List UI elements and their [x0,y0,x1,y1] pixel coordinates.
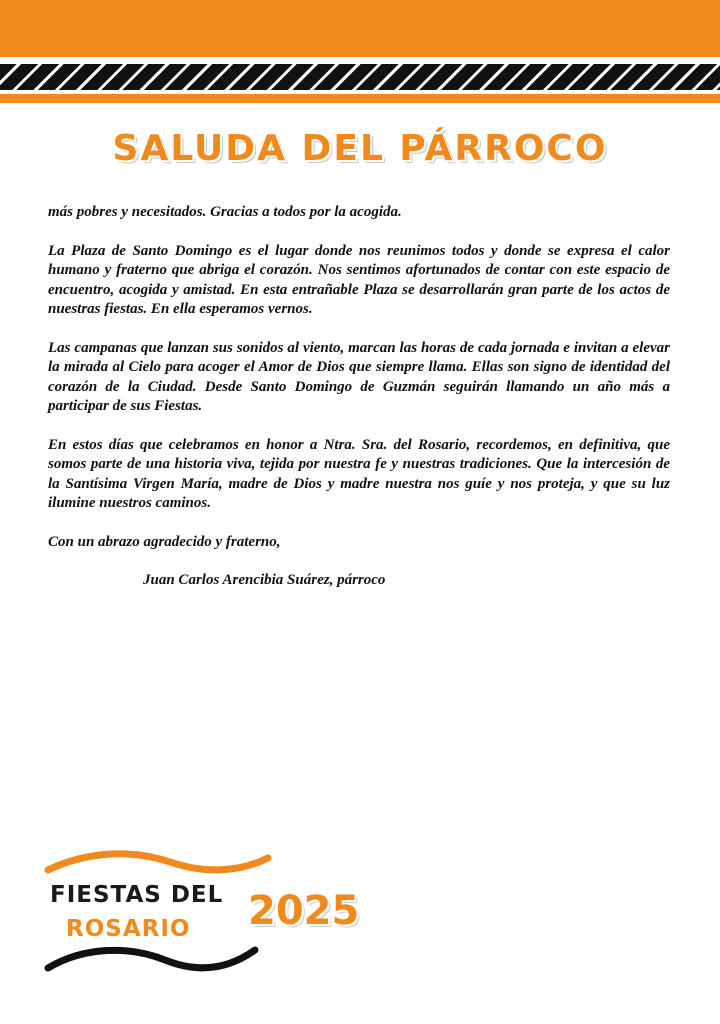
header-striped-band [0,64,720,90]
paragraph-2: La Plaza de Santo Domingo es el lugar donde nos reunimos todos y donde se expresa el calor humano y fraterno que abriga el corazón. Nos sentimos afortunados de contar con este espacio de encuentro, acogida y amistad. En esta entrañable Plaza se desarrollarán gran parte de los actos de nuestras fiestas. En ella esperamos vernos. [48,242,670,317]
fiestas-logo [40,850,380,980]
paragraph-1: más pobres y necesitados. Gracias a todos por la acogida. [48,204,402,220]
header-thin-orange-band [0,94,720,103]
logo-line-2: ROSARIO [66,916,191,942]
letter-body [48,203,670,610]
paragraph-3: Las campanas que lanzan sus sonidos al viento, marcan las horas de cada jornada e invitan a elevar la mirada al Cielo para acoger el Amor de Dios que siempre llama. Ellas son signo de identidad del corazón de la Ciudad. Desde Santo Domingo de Guzmán seguirán llamando un año más a participar de sus Fiestas. [48,339,670,414]
closing-line: Con un abrazo agradecido y fraterno, [48,533,281,550]
logo-line-1: FIESTAS DEL [50,882,224,908]
page-title: SALUDA DEL PÁRROCO [112,128,608,169]
header-orange-band [0,0,720,57]
paragraph-4: En estos días que celebramos en honor a Ntra. Sra. del Rosario, recordemos, en definitiva, que somos parte de una historia viva, tejida por nuestra fe y nuestras tradiciones. Que la intercesión de la Santísima Virgen María, madre de Dios y madre nuestra nos guíe y nos proteja, y que su luz ilumine nuestros caminos. [48,436,670,511]
logo-year: 2025 [248,888,360,934]
signature: Juan Carlos Arencibia Suárez, párroco [143,572,386,588]
